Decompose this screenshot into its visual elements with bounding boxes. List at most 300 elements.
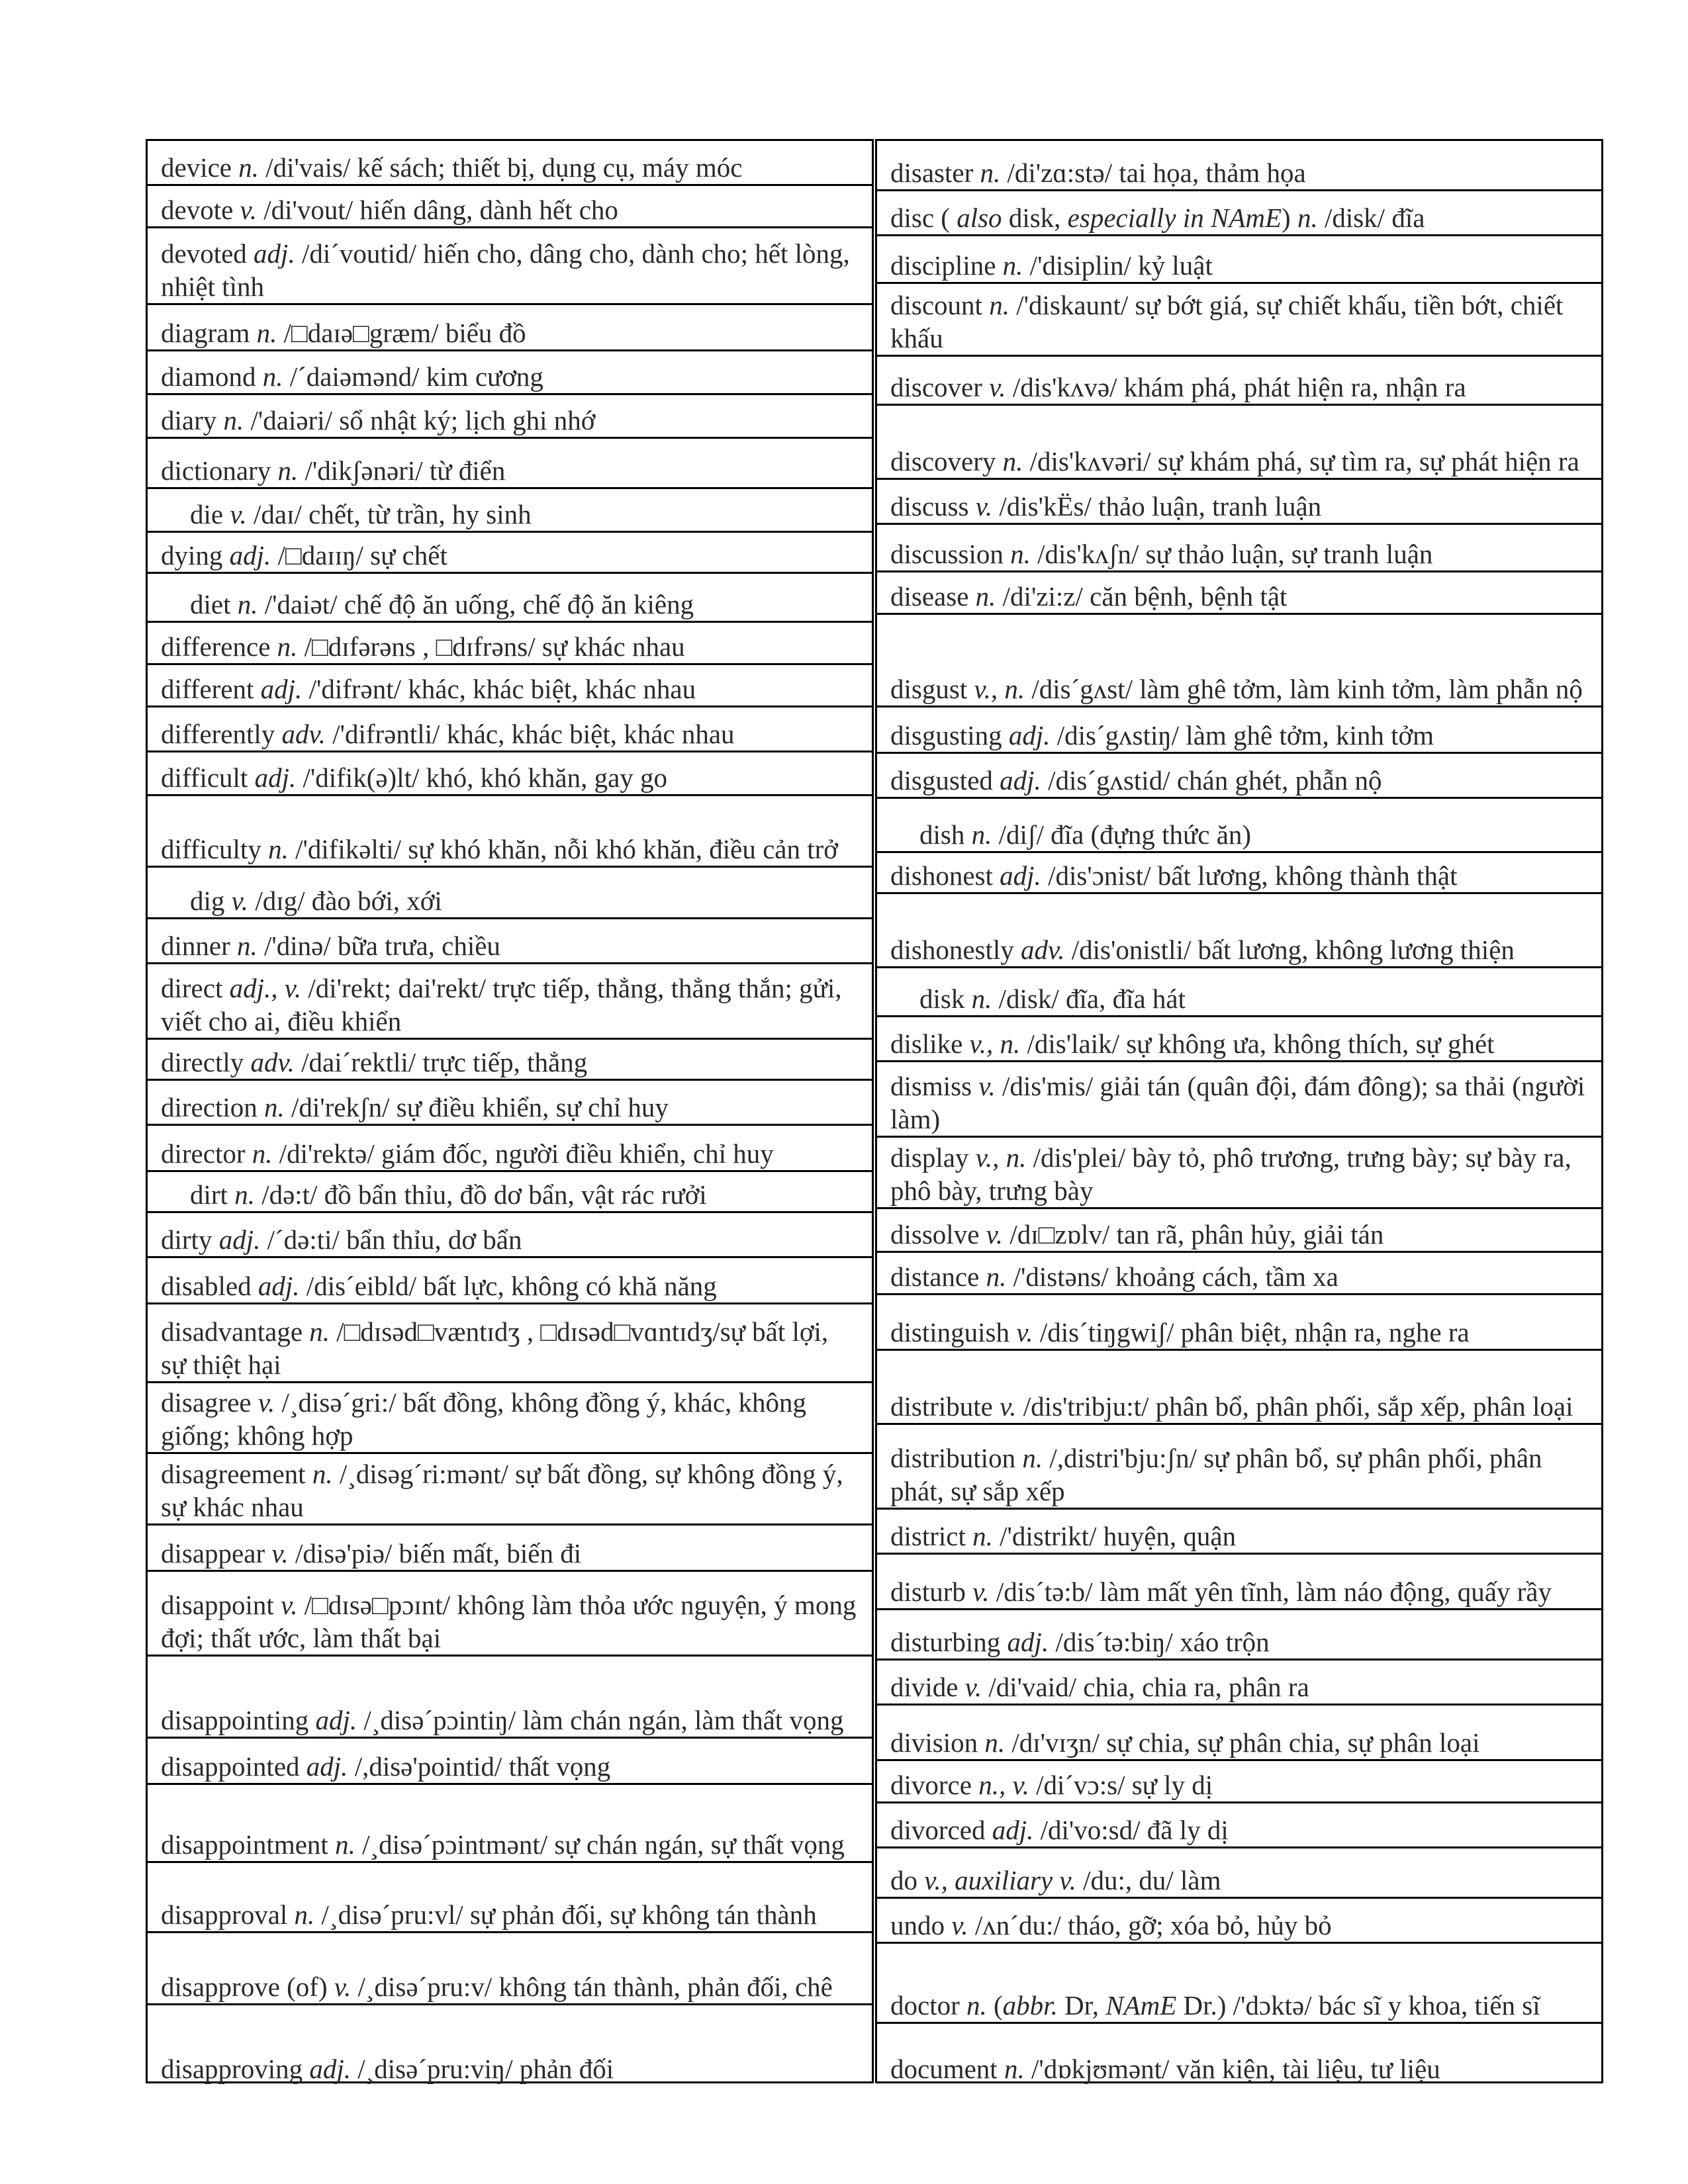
entry-headword: display [890, 1142, 969, 1173]
entry-headword: disappointing [161, 1705, 309, 1735]
entry-row [148, 186, 872, 228]
entry-text [161, 1269, 859, 1302]
entry-row [877, 1510, 1601, 1555]
entry-headword: disappoint [161, 1590, 274, 1620]
entry-row [148, 305, 872, 351]
entry-headword: die [190, 499, 224, 529]
entry-grammar-label: n. [975, 581, 996, 612]
entry-headword: dinner [161, 931, 230, 961]
entry-grammar-label: also [957, 203, 1002, 233]
entry-text [890, 1670, 1588, 1704]
entry-grammar-label: v. [334, 1972, 352, 2002]
entry-grammar-label: adj. [258, 1271, 300, 1301]
entry-definition: /di'vais/ kế sách; thiết bị, dụng cụ, máy móc [258, 152, 743, 183]
entry-text [890, 1726, 1588, 1759]
entry-definition: /ʌn´du:/ tháo, gỡ; xóa bỏ, hủy bỏ [968, 1910, 1332, 1940]
entry-headword: dishonestly [890, 934, 1014, 965]
entry-grammar-label: adj. [315, 1705, 357, 1735]
entry-grammar-label: n. [1002, 250, 1023, 281]
entry-definition: /di'vo:sd/ đã ly dị [1033, 1815, 1229, 1845]
entry-definition: /dis'kËs/ thảo luận, tranh luận [992, 491, 1322, 522]
entry-definition: /di'vaid/ chia, chia ra, phân ra [982, 1672, 1309, 1702]
entry-text [890, 859, 1588, 892]
entry-grammar-label: n. [277, 631, 298, 662]
entry-headword: dictionary [161, 455, 271, 486]
entry-row [148, 1081, 872, 1126]
entry-text [890, 1441, 1588, 1508]
entry-grammar-label: n. [986, 1261, 1007, 1292]
entry-row [877, 1209, 1601, 1253]
entry-text [890, 289, 1588, 355]
entry-definition: /'difrəntli/ khác, khác biệt, khác nhau [325, 719, 735, 749]
entry-grammar-label: n., v. [978, 1770, 1029, 1800]
entry-definition: /dɪ'vɪʒn/ sự chia, sự phân chia, sự phân loại [1005, 1727, 1480, 1758]
entry-row [877, 406, 1601, 480]
entry-definition: /'diskaunt/ sự bớt giá, sự chiết khấu, tiền bớt, chiết khấu [890, 290, 1564, 353]
entry-definition: /di'zi:z/ căn bệnh, bệnh tật [996, 581, 1288, 612]
entry-definition: /'dikʃənəri/ từ điển [298, 455, 506, 486]
entry-text [161, 1970, 859, 2003]
entry-headword: disk [919, 983, 965, 1014]
entry-text [890, 1625, 1588, 1659]
entry-grammar-label: adj. [306, 1751, 348, 1782]
entry-grammar-label: v., auxiliary v. [924, 1865, 1076, 1895]
entry-text [890, 490, 1588, 523]
entry-text [161, 717, 859, 751]
entry-row [877, 1138, 1601, 1209]
entry-definition: /¸disə´pru:viŋ/ phản đối [351, 2054, 614, 2084]
entry-headword: discover [890, 372, 982, 402]
entry-row [877, 1017, 1601, 1062]
entry-headword: difference [161, 631, 271, 662]
entry-row [148, 1933, 872, 2005]
entry-row [877, 480, 1601, 525]
entry-definition: /dis'laik/ sự không ưa, không thích, sự ghét [1020, 1028, 1495, 1059]
entry-grammar-label: NAmE [1105, 1990, 1177, 2021]
entry-row [877, 1761, 1601, 1803]
entry-definition: /dis´tiŋgwiʃ/ phân biệt, nhận ra, nghe ra [1033, 1317, 1470, 1347]
entry-headword: disc ( [890, 203, 950, 233]
entry-grammar-label: adj. [1000, 860, 1041, 891]
entry-row [877, 357, 1601, 406]
entry-grammar-label: adj. [254, 762, 297, 793]
entry-definition: /'daiəri/ sổ nhật ký; lịch ghi nhớ [244, 405, 596, 435]
entry-definition: /dis´gʌstid/ chán ghét, phẫn nộ [1041, 765, 1382, 796]
entry-row [148, 796, 872, 868]
entry-grammar-label: n. [989, 290, 1009, 320]
entry-definition: ( [986, 1990, 1003, 2021]
entry-text [890, 1069, 1588, 1136]
entry-definition: /'dɒkjʊmənt/ văn kiện, tài liệu, tư liệu [1024, 2054, 1440, 2084]
entry-headword: difficulty [161, 834, 261, 864]
entry-headword: disgust [890, 674, 968, 704]
entry-definition: /di'rektə/ giám đốc, người điều khiển, chỉ huy [272, 1138, 774, 1169]
entry-headword: distribute [890, 1391, 993, 1422]
entry-grammar-label: v. [986, 1219, 1004, 1250]
entry-grammar-label: n. [234, 1179, 255, 1210]
entry-grammar-label: adj. [1007, 1627, 1049, 1657]
entry-row [148, 1863, 872, 1933]
entry-text [161, 1704, 859, 1737]
entry-definition: /dis'mis/ giải tán (quân đội, đám đông); sa thải (người làm) [890, 1071, 1585, 1134]
entry-grammar-label: n. [971, 819, 992, 850]
entry-definition: /'distəns/ khoảng cách, tầm xa [1006, 1261, 1338, 1292]
entry-row [877, 141, 1601, 191]
entry-text [161, 151, 859, 184]
entry-headword: disagree [161, 1387, 252, 1418]
entry-row [877, 525, 1601, 572]
entry-definition: /disə'piə/ biến mất, biến đi [288, 1538, 582, 1569]
entry-grammar-label: adj. [260, 674, 303, 704]
entry-row [877, 615, 1601, 707]
entry-headword: dish [919, 819, 965, 850]
entry-definition: ) [1282, 203, 1297, 233]
entry-text [161, 454, 859, 487]
entry-text [161, 1828, 859, 1861]
entry-grammar-label: v. [231, 886, 249, 916]
entry-text [890, 672, 1588, 705]
entry-definition: /¸disə´pru:vl/ sự phản đối, sự không tán thành [314, 1899, 817, 1930]
entry-text [161, 360, 859, 393]
entry-headword: difficult [161, 762, 248, 793]
entry-headword: dismiss [890, 1071, 972, 1101]
entry-row [877, 754, 1601, 799]
entry-headword: differently [161, 719, 275, 749]
entry-headword: discussion [890, 539, 1004, 569]
entry-row [877, 572, 1601, 615]
entry-definition: /'daiət/ chế độ ăn uống, chế độ ăn kiêng [258, 589, 694, 619]
entry-grammar-label: n. [256, 318, 277, 348]
entry-text [890, 1520, 1588, 1553]
entry-grammar-label: n. [312, 1459, 333, 1489]
entry-headword: dirt [190, 1179, 228, 1210]
entry-row [877, 853, 1601, 894]
entry-row [148, 1126, 872, 1172]
entry-grammar-label: n. [294, 1899, 315, 1930]
entry-text [890, 156, 1588, 189]
entry-grammar-label: adj. [254, 238, 295, 269]
entry-row [148, 1213, 872, 1258]
entry-row [148, 1785, 872, 1863]
entry-grammar-label: n. [277, 455, 299, 486]
right-column [875, 139, 1603, 2083]
entry-grammar-label: v. [240, 195, 257, 225]
entry-row [148, 1258, 872, 1304]
entry-grammar-label: n. [238, 152, 259, 183]
entry-definition: /dis´tə:b/ làm mất yên tĩnh, làm náo động, quấy rầy [989, 1576, 1552, 1607]
entry-text [890, 764, 1588, 797]
entry-headword: disappointed [161, 1751, 300, 1782]
entry-headword: discuss [890, 491, 969, 522]
entry-grammar-label: adj. [992, 1815, 1034, 1845]
entry-row [148, 1383, 872, 1454]
entry-headword: divide [890, 1672, 959, 1702]
entry-grammar-label: v. [978, 1071, 996, 1101]
entry-text [161, 833, 859, 866]
entry-text [161, 316, 859, 349]
entry-definition: /dis'plei/ bày tỏ, phô trương, trưng bày; sự bày ra, phô bày, trưng bày [890, 1142, 1571, 1206]
entry-row [148, 228, 872, 305]
entry-headword: distribution [890, 1443, 1016, 1473]
entry-definition: /¸disə´pɔintmənt/ sự chán ngán, sự thất vọng [355, 1829, 845, 1860]
entry-text [161, 498, 859, 531]
entry-row [148, 1657, 872, 1739]
entry-grammar-label: n. [1004, 2054, 1025, 2084]
entry-text [161, 237, 859, 303]
entry-definition: /¸disə´pɔintiŋ/ làm chán ngán, làm thất vọng [357, 1705, 844, 1735]
entry-grammar-label: n. [268, 834, 289, 864]
entry-grammar-label: v. [258, 1387, 275, 1418]
entry-grammar-label: abbr. [1002, 1990, 1058, 2021]
entry-headword: dissolve [890, 1219, 980, 1250]
entry-text [890, 933, 1588, 966]
entry-row [877, 1610, 1601, 1661]
entry-text [890, 1218, 1588, 1251]
entry-text [161, 539, 859, 572]
entry-text [161, 1750, 859, 1783]
entry-grammar-label: n. [237, 931, 258, 961]
entry-grammar-label: adj., v. [229, 973, 302, 1003]
entry-grammar-label: adv. [1021, 934, 1065, 965]
entry-grammar-label: v. [989, 372, 1006, 402]
entry-headword: dig [190, 886, 225, 916]
entry-definition: /də:t/ đồ bẩn thỉu, đồ dơ bẩn, vật rác rưởi [254, 1179, 707, 1210]
entry-definition: /dis´gʌstiŋ/ làm ghê tởm, kinh tởm [1050, 720, 1434, 751]
entry-row [877, 1253, 1601, 1295]
entry-text [890, 1575, 1588, 1608]
entry-grammar-label: n. [237, 589, 258, 619]
entry-grammar-label: n. [980, 158, 1001, 188]
entry-headword: disgusted [890, 765, 993, 796]
entry-grammar-label: n. [263, 1092, 285, 1122]
entry-definition: /□dɪsəd□væntɪdʒ , □dɪsəd□vɑntɪdʒ/sự bất lợi, sự thiệt hại [161, 1316, 829, 1380]
entry-row [148, 533, 872, 574]
entry-row [148, 439, 872, 489]
entry-text [161, 1223, 859, 1256]
entry-text [890, 371, 1588, 404]
entry-row [877, 894, 1601, 968]
entry-definition: /dis'ɔnist/ bất lương, không thành thật [1041, 860, 1458, 891]
entry-row [148, 964, 872, 1040]
entry-grammar-label: n. [1002, 446, 1023, 477]
entry-definition: /disk/ đĩa, đĩa hát [992, 983, 1186, 1014]
entry-row [148, 623, 872, 665]
entry-text [890, 201, 1588, 234]
entry-row [877, 1899, 1601, 1944]
entry-text [161, 1386, 859, 1452]
entry-headword: diary [161, 405, 217, 435]
entry-headword: diamond [161, 361, 256, 392]
entry-headword: disease [890, 581, 969, 612]
entry-definition: /dis'tribju:t/ phân bổ, phân phối, sắp xếp, phân loại [1016, 1391, 1573, 1422]
entry-headword: district [890, 1521, 966, 1551]
entry-grammar-label: v. [975, 491, 993, 522]
entry-grammar-label: n. [966, 1990, 987, 2021]
entry-definition: /□daɪə□græm/ biểu đồ [277, 318, 526, 348]
entry-grammar-label: v. [964, 1672, 982, 1702]
entry-row [148, 1739, 872, 1785]
entry-headword: distinguish [890, 1317, 1009, 1347]
entry-row [148, 1572, 872, 1657]
entry-headword: director [161, 1138, 246, 1169]
entry-grammar-label: v. [271, 1538, 289, 1569]
entry-grammar-label: v., n. [969, 1028, 1021, 1059]
entry-definition: /dis´eibld/ bất lực, không có khă năng [299, 1271, 717, 1301]
entry-text [161, 193, 859, 226]
entry-text [890, 2052, 1588, 2085]
entry-headword: disgusting [890, 720, 1002, 751]
entry-text [890, 1390, 1588, 1423]
entry-headword: disagreement [161, 1459, 306, 1489]
entry-text [161, 1898, 859, 1931]
entry-headword: dirty [161, 1224, 212, 1255]
entry-grammar-label: v. [972, 1576, 990, 1607]
entry-headword: disabled [161, 1271, 252, 1301]
entry-row [877, 707, 1601, 754]
entry-text [890, 1909, 1588, 1942]
entry-text [890, 445, 1588, 478]
entry-definition: /du:, du/ làm [1076, 1865, 1221, 1895]
entry-definition: /di´vɔ:s/ sự ly dị [1029, 1770, 1213, 1800]
entry-row [148, 351, 872, 395]
entry-row [148, 707, 872, 752]
entry-row [148, 574, 872, 623]
entry-definition: /dis'kʌvə/ khám phá, phát hiện ra, nhận ra [1006, 372, 1466, 402]
entry-definition: disk, [1002, 203, 1068, 233]
entry-grammar-label: n. [335, 1829, 355, 1860]
entry-row [148, 141, 872, 186]
entry-definition: /dis'onistli/ bất lương, không lương thiện [1064, 934, 1515, 965]
entry-text [161, 1457, 859, 1524]
entry-headword: dishonest [890, 860, 993, 891]
entry-headword: divorced [890, 1815, 986, 1845]
entry-text [890, 537, 1588, 570]
entry-definition: /¸disəg´ri:mənt/ sự bất đồng, sự không đồng ý, sự khác nhau [161, 1459, 843, 1522]
entry-row [877, 1062, 1601, 1138]
entry-text [161, 1315, 859, 1381]
entry-text [890, 719, 1588, 752]
entry-definition: /´də:ti/ bẩn thỉu, dơ bẩn [260, 1224, 522, 1255]
entry-definition: /di'rekʃn/ sự điều khiển, sự chỉ huy [284, 1092, 669, 1122]
entry-headword: disturbing [890, 1627, 1001, 1657]
entry-grammar-label: n. [223, 405, 244, 435]
entry-definition: /´daiəmənd/ kim cương [283, 361, 543, 392]
entry-headword: undo [890, 1910, 945, 1940]
entry-row [148, 489, 872, 533]
entry-definition: /di'rekt; dai'rekt/ trực tiếp, thẳng, thẳng thắn; gửi, viết cho ai, điều khiển [161, 973, 842, 1036]
entry-row [877, 1803, 1601, 1848]
entry-row [148, 1040, 872, 1081]
entry-row [148, 1525, 872, 1572]
entry-definition: /di'zɑ:stə/ tai họa, thảm họa [1000, 158, 1306, 188]
entry-definition: /□dɪsə□pɔɪnt/ không làm thỏa ước nguyện, ý mong đợi; thất ước, làm thất bại [161, 1590, 857, 1653]
entry-text [161, 1046, 859, 1079]
entry-text [890, 249, 1588, 282]
entry-headword: diet [190, 589, 231, 619]
entry-text [161, 672, 859, 705]
entry-headword: doctor [890, 1990, 960, 2021]
entry-text [890, 1316, 1588, 1349]
entry-grammar-label: n. [972, 1521, 993, 1551]
entry-definition: /dis'kʌʃn/ sự thảo luận, sự tranh luận [1030, 539, 1433, 569]
entry-definition: /dis'kʌvəri/ sự khám phá, sự tìm ra, sự phát hiện ra [1023, 446, 1579, 477]
entry-text [161, 1588, 859, 1655]
entry-definition: /dis´gʌst/ làm ghê tởm, làm kinh tởm, làm phẫn nộ [1025, 674, 1583, 704]
entry-row [877, 2024, 1601, 2085]
entry-text [161, 1537, 859, 1570]
entry-definition: /di'vout/ hiến dâng, dành hết cho [256, 195, 618, 225]
entry-headword: disapproving [161, 2054, 303, 2084]
entry-definition: /dɪ□zɒlv/ tan rã, phân hủy, giải tán [1003, 1219, 1384, 1250]
entry-text [161, 929, 859, 962]
entry-definition: /'difik(ə)lt/ khó, khó khăn, gay go [296, 762, 668, 793]
entry-definition: /'difrənt/ khác, khác biệt, khác nhau [302, 674, 696, 704]
entry-definition: /□dɪfərəns , □dɪfrəns/ sự khác nhau [297, 631, 685, 662]
entry-row [148, 1454, 872, 1525]
entry-text [890, 1864, 1588, 1897]
entry-headword: dislike [890, 1028, 963, 1059]
entry-grammar-label: adv. [250, 1047, 295, 1077]
entry-headword: device [161, 152, 232, 183]
entry-grammar-label: n. [1297, 203, 1318, 233]
entry-grammar-label: adj. [229, 540, 271, 570]
entry-headword: disadvantage [161, 1316, 303, 1347]
entry-definition: /daɪ/ chết, từ trần, hy sinh [246, 499, 532, 529]
entry-definition: /diʃ/ đĩa (đựng thức ăn) [992, 819, 1252, 850]
entry-grammar-label: n. [971, 983, 992, 1014]
entry-grammar-label: n. [309, 1316, 330, 1347]
entry-definition: /,distri'bju:ʃn/ sự phân bổ, sự phân phối, phân phát, sự sắp xếp [890, 1443, 1542, 1506]
entry-grammar-label: v. [1016, 1317, 1033, 1347]
entry-text [161, 1137, 859, 1170]
entry-headword: disappear [161, 1538, 265, 1569]
entry-definition: /'disiplin/ kỷ luật [1023, 250, 1213, 281]
entry-row [877, 799, 1601, 853]
entry-grammar-label: v. [1000, 1391, 1017, 1422]
entry-headword: directly [161, 1047, 244, 1077]
entry-headword: discovery [890, 446, 996, 477]
entry-headword: direct [161, 973, 223, 1003]
entry-headword: different [161, 674, 254, 704]
entry-definition: /'difikəlti/ sự khó khăn, nỗi khó khăn, điều cản trở [288, 834, 838, 864]
entry-grammar-label: n. [252, 1138, 273, 1169]
entry-text [890, 982, 1588, 1015]
entry-text [890, 580, 1588, 613]
entry-grammar-label: n. [1022, 1443, 1043, 1473]
entry-grammar-label: v. [230, 499, 247, 529]
entry-row [148, 2005, 872, 2085]
entry-headword: disappointment [161, 1829, 328, 1860]
entry-definition: /,disə'pointid/ thất vọng [348, 1751, 611, 1782]
entry-row [877, 1706, 1601, 1761]
entry-row [148, 1304, 872, 1383]
entry-grammar-label: adj. [218, 1224, 261, 1255]
entry-row [148, 868, 872, 919]
entry-headword: do [890, 1865, 917, 1895]
entry-grammar-label: adj. [1008, 720, 1051, 751]
entry-text [161, 1091, 859, 1124]
entry-text [890, 1989, 1588, 2022]
entry-grammar-label: especially in NAmE [1067, 203, 1282, 233]
entry-definition: /□daɪɪŋ/ sự chết [271, 540, 447, 570]
entry-definition: /dis´tə:biŋ/ xáo trộn [1049, 1627, 1270, 1657]
entry-headword: distance [890, 1261, 980, 1292]
entry-grammar-label: adj. [1000, 765, 1041, 796]
entry-row [148, 665, 872, 707]
entry-text [890, 1027, 1588, 1060]
entry-row [148, 1172, 872, 1213]
entry-headword: direction [161, 1092, 258, 1122]
